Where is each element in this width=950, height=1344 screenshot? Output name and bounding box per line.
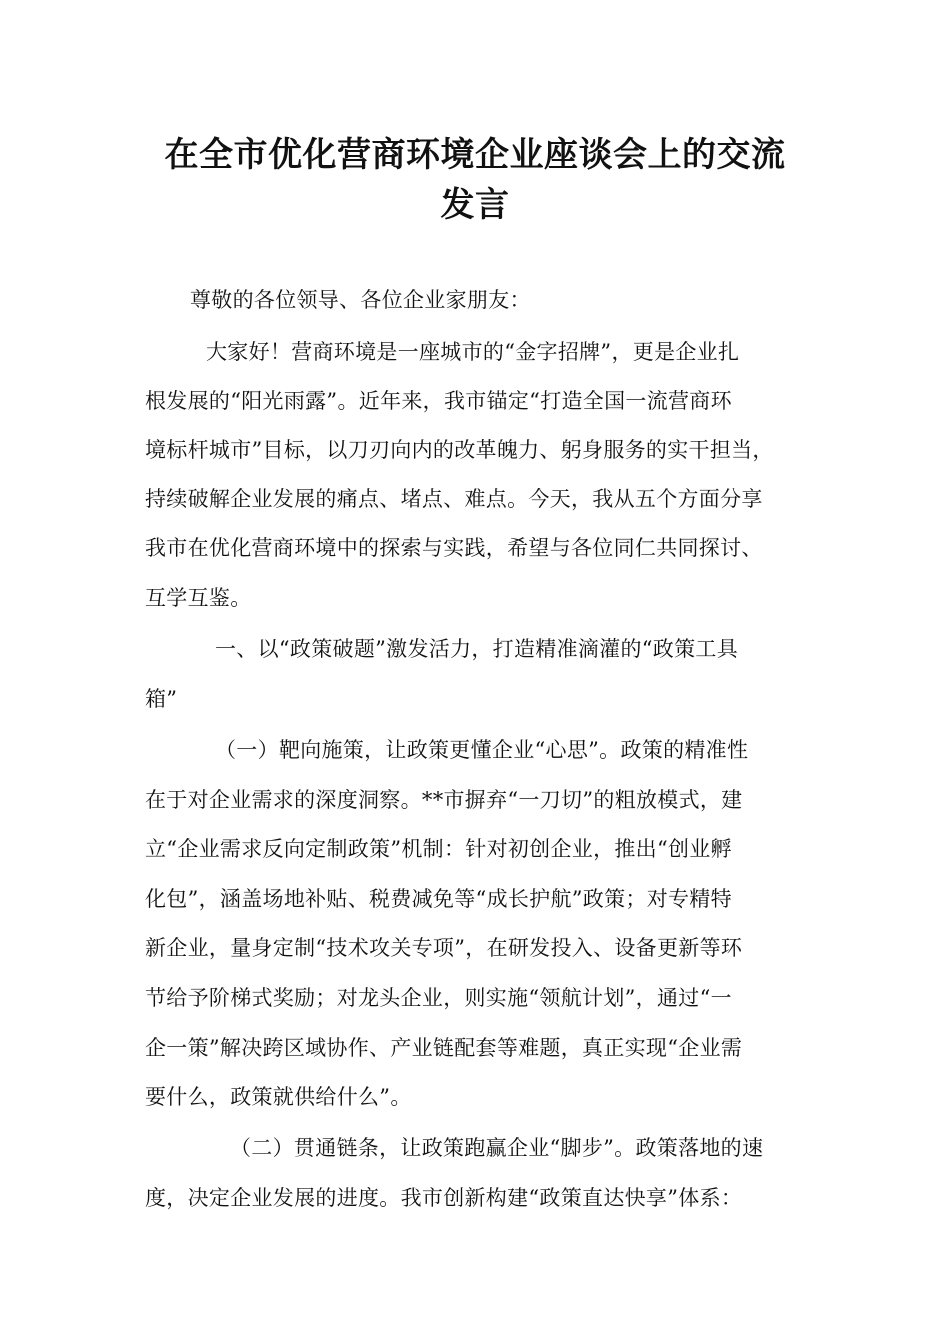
body-line: 企一策”解决跨区域协作、产业链配套等难题，真正实现“企业需: [145, 1036, 743, 1060]
section-heading-1-cont: 箱”: [145, 687, 178, 711]
document-title-line-2: 发言: [440, 185, 510, 225]
body-line: 节给予阶梯式奖励；对龙头企业，则实施“领航计划”，通过“一: [145, 986, 732, 1010]
body-line: 要什么，政策就供给什么”。: [145, 1085, 412, 1109]
subsection-2-line: （二）贯通链条，让政策跑赢企业“脚步”。政策落地的速: [230, 1136, 764, 1160]
body-line: 在于对企业需求的深度洞察。**市摒弃“一刀切”的粗放模式，建: [145, 788, 743, 812]
body-line: 境标杆城市”目标，以刀刃向内的改革魄力、躬身服务的实干担当，: [145, 438, 774, 462]
body-line: 新企业，量身定制“技术攻关专项”，在研发投入、设备更新等环: [145, 936, 743, 960]
body-line: 大家好！营商环境是一座城市的“金字招牌”，更是企业扎: [206, 340, 740, 364]
body-line: 我市在优化营商环境中的探索与实践，希望与各位同仁共同探讨、: [145, 536, 763, 560]
body-line: 立“企业需求反向定制政策”机制：针对初创企业，推出“创业孵: [145, 837, 732, 861]
body-line: 化包”，涵盖场地补贴、税费减免等“成长护航”政策；对专精特: [145, 887, 732, 911]
body-line: 度，决定企业发展的进度。我市创新构建“政策直达快享”体系：: [145, 1186, 743, 1210]
section-heading-1: 一、以“政策破题”激发活力，打造精准滴灌的“政策工具: [215, 637, 739, 661]
body-line: 根发展的“阳光雨露”。近年来，我市锚定“打造全国一流营商环: [145, 389, 732, 413]
body-line: 互学互鉴。: [145, 586, 252, 610]
salutation: 尊敬的各位领导、各位企业家朋友：: [190, 288, 531, 312]
document-title-line-1: 在全市优化营商环境企业座谈会上的交流: [164, 135, 786, 175]
body-line: 持续破解企业发展的痛点、堵点、难点。今天，我从五个方面分享: [145, 487, 763, 511]
subsection-1-line: （一）靶向施策，让政策更懂企业“心思”。政策的精准性: [215, 738, 749, 762]
